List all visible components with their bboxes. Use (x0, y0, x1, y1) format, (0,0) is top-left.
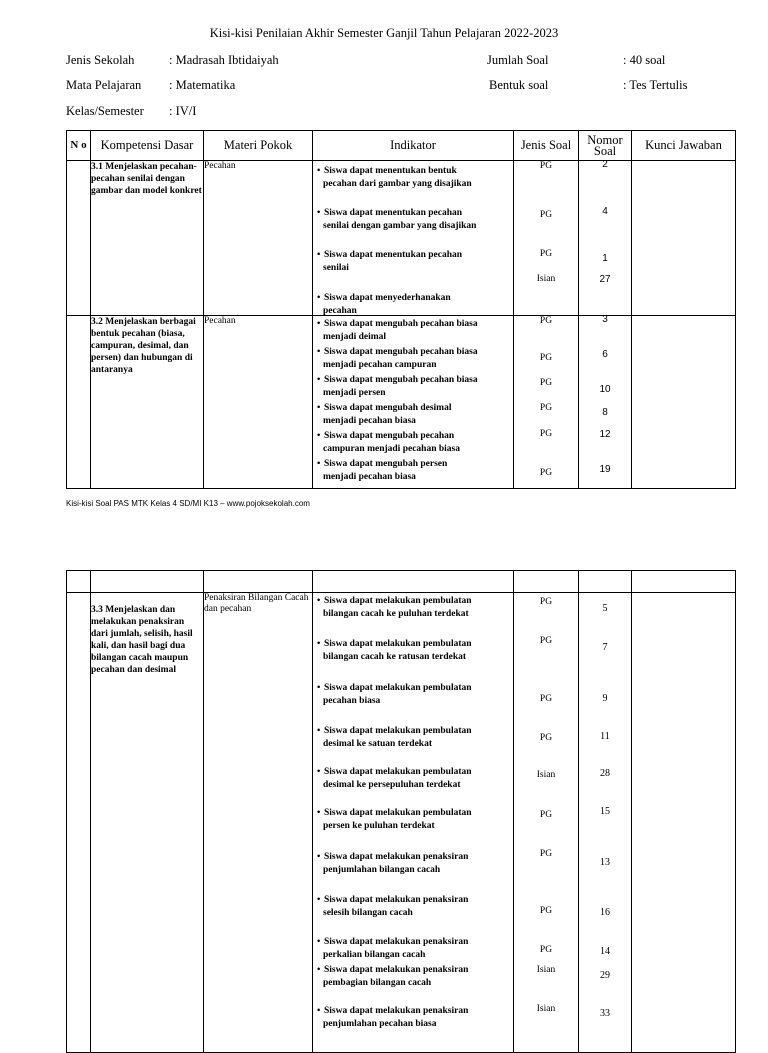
nomor-soal: 9 (602, 693, 608, 704)
header-nomor-soal: Nomor Soal (579, 131, 632, 161)
kunci-jawaban-cell (632, 593, 736, 1053)
jenis-soal: PG (539, 249, 553, 259)
jenis-soal: PG (539, 733, 553, 743)
nomor-soal: 15 (600, 806, 610, 817)
kompetensi-dasar-3-2: 3.2 Menjelaskan berbagai bentuk pecahan (biasa, campuran, desimal, dan persen) dan hubungan di antaranya (91, 316, 204, 489)
indikator-cell-3-1 (313, 161, 514, 316)
jenis-soal: PG (539, 597, 553, 607)
list-item: • Siswa dapat mengubah persen menjadi pecahan biasa (317, 459, 448, 482)
list-item: • Siswa dapat mengubah pecahan biasa menjadi pecahan campuran (317, 347, 478, 370)
jenis-soal: Isian (536, 1004, 556, 1014)
kelas-semester-label: Kelas/Semester (66, 104, 144, 118)
list-item: • Siswa dapat mengubah desimal menjadi pecahan biasa (317, 403, 452, 426)
nomor-soal: 7 (602, 642, 608, 653)
nomor-soal: 3 (602, 314, 608, 325)
nomor-soal: 5 (602, 603, 608, 614)
bentuk-soal-label: Bentuk soal (489, 78, 549, 92)
jenis-soal: PG (539, 945, 553, 955)
materi-pokok-3-1: Pecahan (204, 161, 313, 316)
nomor-soal: 6 (602, 349, 608, 360)
jenis-soal: PG (539, 353, 553, 363)
no-cell (67, 316, 91, 489)
table-row-kd-3-2 (67, 316, 736, 489)
table-header-row (67, 131, 736, 161)
jumlah-soal-label: Jumlah Soal (487, 53, 549, 67)
nomor-soal: 12 (599, 429, 611, 440)
kisi-kisi-table-page-1 (66, 130, 736, 489)
jenis-soal: PG (539, 403, 553, 413)
list-item: • Siswa dapat melakukan pembulatan bilangan cacah ke ratusan terdekat (317, 639, 472, 662)
jenis-soal: PG (539, 429, 553, 439)
kompetensi-dasar-3-1: 3.1 Menjelaskan pecahan-pecahan senilai dengan gambar dan model konkret (91, 161, 204, 316)
no-cell (67, 161, 91, 316)
list-item: • Siswa dapat mengubah pecahan campuran menjadi pecahan biasa (317, 431, 460, 454)
kompetensi-dasar-3-3: 3.3 Menjelaskan dan melakukan penaksiran dari jumlah, selisih, hasil kali, dan hasil bagi dua bilangan cacah maupun pecahan dan desimal (91, 593, 204, 1053)
kelas-semester-value: : IV/I (169, 104, 197, 118)
jenis-soal: Isian (536, 274, 556, 284)
nomor-soal-cell-3-2 (579, 316, 632, 489)
table-row-kd-3-1 (67, 161, 736, 316)
header-indikator: Indikator (313, 131, 514, 161)
header-materi-pokok: Materi Pokok (204, 131, 313, 161)
jenis-soal: PG (539, 636, 553, 646)
header-kunci-jawaban: Kunci Jawaban (632, 131, 736, 161)
jenis-soal: PG (539, 161, 553, 171)
nomor-soal: 1 (602, 253, 608, 264)
bentuk-soal-value: : Tes Tertulis (623, 78, 688, 92)
page-footer: Kisi-kisi Soal PAS MTK Kelas 4 SD/MI K13 – www.pojoksekolah.com (66, 499, 310, 508)
materi-pokok-3-3: Penaksiran Bilangan Cacah dan pecahan (204, 593, 313, 1053)
jenis-soal: PG (539, 468, 553, 478)
jenis-sekolah-value: : Madrasah Ibtidaiyah (169, 53, 279, 67)
jenis-soal-cell-3-2 (514, 316, 579, 489)
nomor-soal-cell-3-3 (579, 593, 632, 1053)
list-item: • Siswa dapat melakukan pembulatan bilangan cacah ke puluhan terdekat (317, 596, 472, 619)
nomor-soal: 16 (600, 907, 610, 918)
jenis-soal: PG (539, 849, 553, 859)
jenis-soal: Isian (536, 965, 556, 975)
list-item: • Siswa dapat menentukan bentuk pecahan dari gambar yang disajikan (317, 166, 472, 189)
mata-pelajaran-label: Mata Pelajaran (66, 78, 142, 92)
nomor-soal: 27 (599, 274, 611, 285)
jenis-soal-cell-3-3 (514, 593, 579, 1053)
indikator-cell-3-2 (313, 316, 514, 489)
jenis-soal: PG (539, 378, 553, 388)
list-item: • Siswa dapat mengubah pecahan biasa menjadi deimal (317, 319, 478, 342)
nomor-soal: 28 (600, 768, 610, 779)
kunci-jawaban-cell (632, 316, 736, 489)
jenis-soal: PG (539, 906, 553, 916)
nomor-soal: 10 (599, 384, 611, 395)
list-item: • Siswa dapat menentukan pecahan senilai (317, 250, 463, 273)
jumlah-soal-value: : 40 soal (623, 53, 666, 67)
list-item: • Siswa dapat menyederhanakan pecahan (317, 293, 451, 316)
list-item: • Siswa dapat melakukan penaksiran penjumlahan bilangan cacah (317, 852, 469, 875)
table-empty-header-row (67, 571, 736, 593)
list-item: • Siswa dapat melakukan pembulatan pecahan biasa (317, 683, 472, 706)
indikator-cell-3-3 (313, 593, 514, 1053)
table-row-kd-3-3 (67, 593, 736, 1053)
nomor-soal: 14 (600, 946, 610, 957)
nomor-soal: 4 (602, 206, 608, 217)
materi-pokok-3-2: Pecahan (204, 316, 313, 489)
mata-pelajaran-value: : Matematika (169, 78, 236, 92)
kunci-jawaban-cell (632, 161, 736, 316)
nomor-soal: 11 (600, 731, 610, 742)
header-kompetensi-dasar: Kompetensi Dasar (91, 131, 204, 161)
jenis-sekolah-label: Jenis Sekolah (66, 53, 135, 67)
list-item: • Siswa dapat menentukan pecahan senilai dengan gambar yang disajikan (317, 208, 477, 231)
header-jenis-soal: Jenis Soal (514, 131, 579, 161)
list-item: • Siswa dapat melakukan pembulatan persen ke puluhan terdekat (317, 808, 472, 831)
nomor-soal: 8 (602, 407, 608, 418)
nomor-soal-cell-3-1 (579, 161, 632, 316)
kisi-kisi-table-page-2 (66, 570, 736, 1053)
jenis-soal: PG (539, 694, 553, 704)
nomor-soal: 29 (600, 970, 610, 981)
list-item: • Siswa dapat melakukan pembulatan desimal ke persepuluhan terdekat (317, 767, 472, 790)
list-item: • Siswa dapat melakukan penaksiran perkalian bilangan cacah (317, 937, 469, 960)
list-item: • Siswa dapat melakukan penaksiran pembagian bilangan cacah (317, 965, 469, 988)
jenis-soal: Isian (536, 770, 556, 780)
list-item: • Siswa dapat melakukan pembulatan desimal ke satuan terdekat (317, 726, 472, 749)
nomor-soal: 2 (602, 159, 608, 170)
list-item: • Siswa dapat melakukan penaksiran selesih bilangan cacah (317, 895, 469, 918)
jenis-soal: PG (539, 210, 553, 220)
jenis-soal: PG (539, 810, 553, 820)
nomor-soal: 13 (600, 857, 610, 868)
document-title: Kisi-kisi Penilaian Akhir Semester Ganjil Tahun Pelajaran 2022-2023 (209, 26, 559, 40)
jenis-soal: PG (539, 316, 553, 326)
list-item: • Siswa dapat melakukan penaksiran penjumlahan pecahan biasa (317, 1006, 469, 1029)
nomor-soal: 33 (600, 1008, 610, 1019)
jenis-soal-cell-3-1 (514, 161, 579, 316)
no-cell (67, 593, 91, 1053)
nomor-soal: 19 (599, 464, 611, 475)
list-item: • Siswa dapat mengubah pecahan biasa menjadi persen (317, 375, 478, 398)
header-no: N o (67, 131, 91, 161)
